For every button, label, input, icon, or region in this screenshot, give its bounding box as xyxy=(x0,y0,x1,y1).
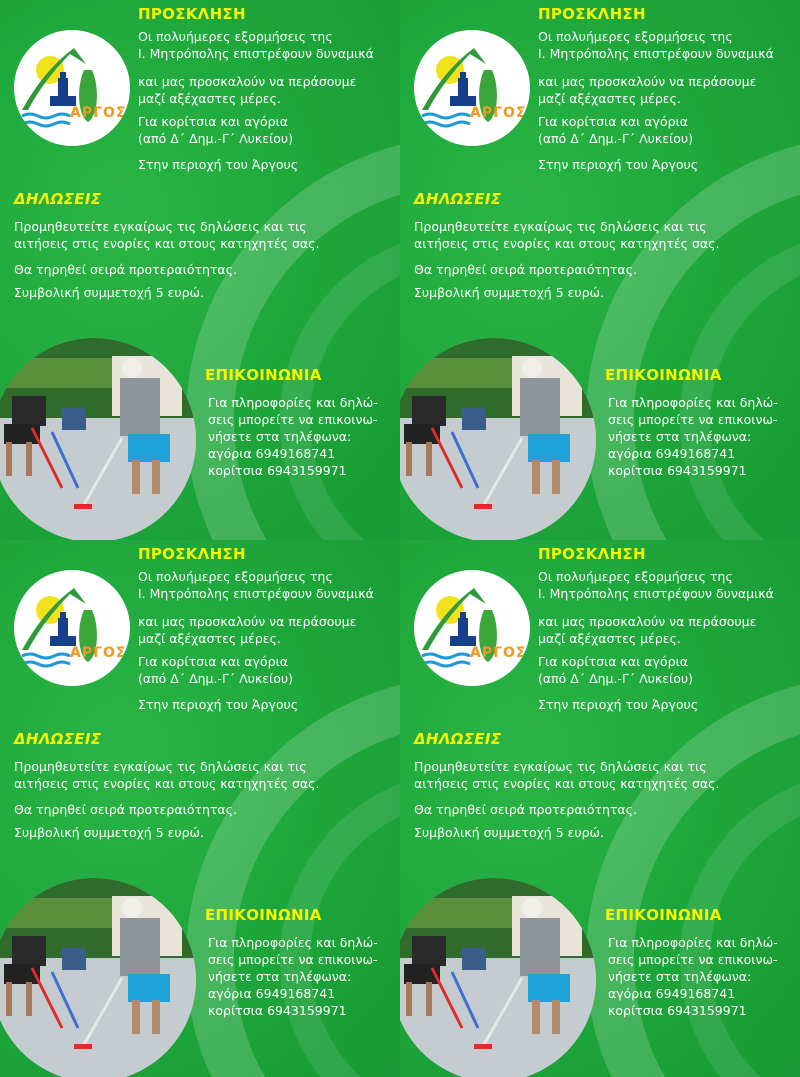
contact-text: Για πληροφορίες και δηλώ- σεις μπορείτε να επικοινω- νήσετε στα τηλέφωνα: αγόρια 6949168741 κορίτσια 6943159971 xyxy=(208,935,378,1018)
invitation-text-1: Οι πολυήμερες εξορμήσεις της Ι. Μητρόπολης επιστρέφουν δυναμικά xyxy=(138,29,374,61)
contact-phone-girls: κορίτσια 6943159971 xyxy=(608,463,747,478)
kids-playing-floor-hockey-photo xyxy=(0,338,196,540)
invitation-text-3: Για κορίτσια και αγόρια (από Δ΄ Δημ.-Γ΄ Λυκείου) xyxy=(138,654,294,686)
declarations-fee: Συμβολική συμμετοχή 5 ευρώ. xyxy=(14,285,204,300)
contact-text: Για πληροφορίες και δηλώ- σεις μπορείτε να επικοινω- νήσετε στα τηλέφωνα: αγόρια 6949168741 κορίτσια 6943159971 xyxy=(208,395,378,478)
invitation-text-1: Οι πολυήμερες εξορμήσεις της Ι. Μητρόπολης επιστρέφουν δυναμικά xyxy=(538,569,774,601)
declarations-priority: Θα τηρηθεί σειρά προτεραιότητας. xyxy=(14,262,237,277)
argos-metropolis-logo xyxy=(414,30,530,146)
declarations-priority: Θα τηρηθεί σειρά προτεραιότητας. xyxy=(14,802,237,817)
invitation-title: ΠΡΟΣΚΛΗΣΗ xyxy=(538,5,646,23)
invitation-text-3: Για κορίτσια και αγόρια (από Δ΄ Δημ.-Γ΄ Λυκείου) xyxy=(538,114,694,146)
invitation-text-3: Για κορίτσια και αγόρια (από Δ΄ Δημ.-Γ΄ Λυκείου) xyxy=(138,114,294,146)
declarations-title: ΔΗΛΩΣΕΙΣ xyxy=(414,190,502,208)
declarations-text-1: Προμηθευτείτε εγκαίρως τις δηλώσεις και τις αιτήσεις στις ενορίες και στους κατηχητές σας. xyxy=(414,219,720,251)
photo-icon xyxy=(0,878,196,1077)
declarations-priority: Θα τηρηθεί σειρά προτεραιότητας. xyxy=(414,802,637,817)
contact-title: ΕΠΙΚΟΙΝΩΝΙΑ xyxy=(205,906,322,924)
flyer-bottom-left xyxy=(0,540,400,1077)
contact-title: ΕΠΙΚΟΙΝΩΝΙΑ xyxy=(605,366,722,384)
photo-icon xyxy=(400,338,596,540)
logo-text: ΑΡΓΟΣ xyxy=(470,105,527,121)
invitation-text-2: και μας προσκαλούν να περάσουμε μαζί αξέχαστες μέρες. xyxy=(538,74,757,106)
contact-phone-girls: κορίτσια 6943159971 xyxy=(208,1003,347,1018)
invitation-title: ΠΡΟΣΚΛΗΣΗ xyxy=(138,5,246,23)
contact-phone-boys: αγόρια 6949168741 xyxy=(608,986,736,1001)
argos-metropolis-logo xyxy=(414,570,530,686)
logo-icon xyxy=(14,30,130,146)
declarations-text-1: Προμηθευτείτε εγκαίρως τις δηλώσεις και τις αιτήσεις στις ενορίες και στους κατηχητές σας. xyxy=(14,759,320,791)
invitation-location: Στην περιοχή του Άργους xyxy=(538,157,699,172)
contact-phone-boys: αγόρια 6949168741 xyxy=(608,446,736,461)
logo-icon xyxy=(14,570,130,686)
invitation-location: Στην περιοχή του Άργους xyxy=(138,697,299,712)
kids-playing-floor-hockey-photo xyxy=(400,878,596,1077)
photo-icon xyxy=(0,338,196,540)
logo-icon xyxy=(414,30,530,146)
invitation-text-2: και μας προσκαλούν να περάσουμε μαζί αξέχαστες μέρες. xyxy=(138,614,357,646)
invitation-text-1: Οι πολυήμερες εξορμήσεις της Ι. Μητρόπολης επιστρέφουν δυναμικά xyxy=(138,569,374,601)
kids-playing-floor-hockey-photo xyxy=(0,878,196,1077)
contact-title: ΕΠΙΚΟΙΝΩΝΙΑ xyxy=(605,906,722,924)
declarations-fee: Συμβολική συμμετοχή 5 ευρώ. xyxy=(14,825,204,840)
flyer-top-left xyxy=(0,0,400,540)
flyer-top-right xyxy=(400,0,800,540)
logo-icon xyxy=(414,570,530,686)
invitation-location: Στην περιοχή του Άργους xyxy=(538,697,699,712)
declarations-title: ΔΗΛΩΣΕΙΣ xyxy=(14,730,102,748)
kids-playing-floor-hockey-photo xyxy=(400,338,596,540)
invitation-text-2: και μας προσκαλούν να περάσουμε μαζί αξέχαστες μέρες. xyxy=(138,74,357,106)
contact-phone-boys: αγόρια 6949168741 xyxy=(208,446,336,461)
contact-phone-boys: αγόρια 6949168741 xyxy=(208,986,336,1001)
contact-title: ΕΠΙΚΟΙΝΩΝΙΑ xyxy=(205,366,322,384)
declarations-text-1: Προμηθευτείτε εγκαίρως τις δηλώσεις και τις αιτήσεις στις ενορίες και στους κατηχητές σας. xyxy=(414,759,720,791)
invitation-title: ΠΡΟΣΚΛΗΣΗ xyxy=(538,545,646,563)
contact-text: Για πληροφορίες και δηλώ- σεις μπορείτε να επικοινω- νήσετε στα τηλέφωνα: αγόρια 6949168741 κορίτσια 6943159971 xyxy=(608,395,778,478)
invitation-location: Στην περιοχή του Άργους xyxy=(138,157,299,172)
invitation-text-3: Για κορίτσια και αγόρια (από Δ΄ Δημ.-Γ΄ Λυκείου) xyxy=(538,654,694,686)
declarations-title: ΔΗΛΩΣΕΙΣ xyxy=(14,190,102,208)
flyer-bottom-right xyxy=(400,540,800,1077)
logo-text: ΑΡΓΟΣ xyxy=(70,105,127,121)
contact-phone-girls: κορίτσια 6943159971 xyxy=(608,1003,747,1018)
contact-text: Για πληροφορίες και δηλώ- σεις μπορείτε να επικοινω- νήσετε στα τηλέφωνα: αγόρια 6949168741 κορίτσια 6943159971 xyxy=(608,935,778,1018)
declarations-title: ΔΗΛΩΣΕΙΣ xyxy=(414,730,502,748)
argos-metropolis-logo xyxy=(14,570,130,686)
declarations-fee: Συμβολική συμμετοχή 5 ευρώ. xyxy=(414,285,604,300)
logo-text: ΑΡΓΟΣ xyxy=(70,645,127,661)
argos-metropolis-logo xyxy=(14,30,130,146)
invitation-text-2: και μας προσκαλούν να περάσουμε μαζί αξέχαστες μέρες. xyxy=(538,614,757,646)
logo-text: ΑΡΓΟΣ xyxy=(470,645,527,661)
invitation-text-1: Οι πολυήμερες εξορμήσεις της Ι. Μητρόπολης επιστρέφουν δυναμικά xyxy=(538,29,774,61)
declarations-fee: Συμβολική συμμετοχή 5 ευρώ. xyxy=(414,825,604,840)
invitation-title: ΠΡΟΣΚΛΗΣΗ xyxy=(138,545,246,563)
photo-icon xyxy=(400,878,596,1077)
contact-phone-girls: κορίτσια 6943159971 xyxy=(208,463,347,478)
declarations-text-1: Προμηθευτείτε εγκαίρως τις δηλώσεις και τις αιτήσεις στις ενορίες και στους κατηχητές σας. xyxy=(14,219,320,251)
declarations-priority: Θα τηρηθεί σειρά προτεραιότητας. xyxy=(414,262,637,277)
